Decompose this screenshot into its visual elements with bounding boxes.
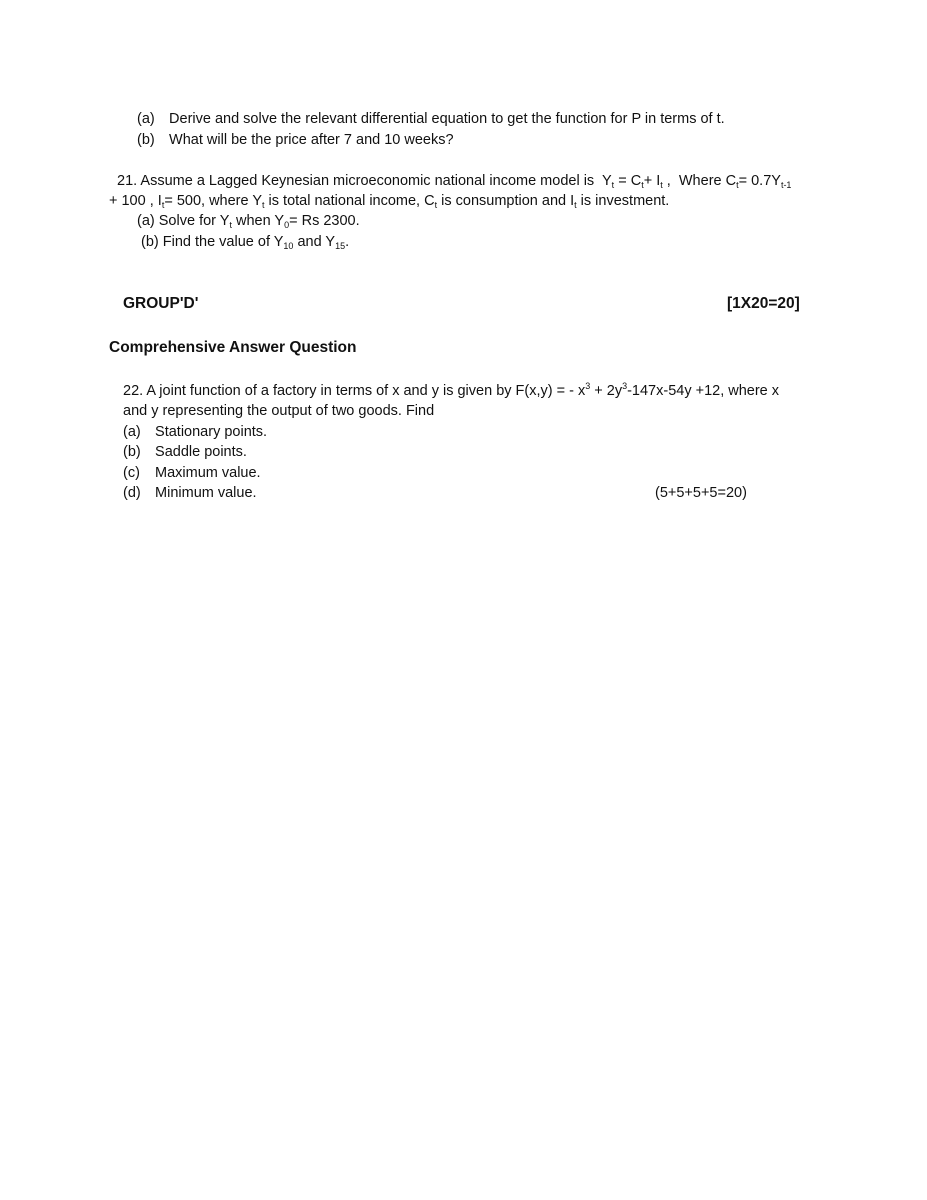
superscript: 3 — [585, 381, 591, 391]
q21-intro: Assume a Lagged Keynesian microeconomic national income model is — [140, 173, 595, 189]
q21-part-a — [137, 211, 360, 231]
text: A joint function of a factory in terms of x and y is given by F(x,y) = - x — [146, 383, 586, 399]
question-number: 21. — [117, 173, 138, 189]
text: = Rs 2300. — [289, 213, 360, 229]
sub: t — [574, 200, 577, 210]
equation-yt — [602, 173, 671, 189]
q22-part-c — [123, 463, 261, 483]
part-label: (a) — [137, 111, 155, 127]
sub: t — [611, 180, 615, 190]
part-label: (b) — [137, 132, 155, 148]
part-text: Derive and solve the relevant differential equation to get the function for P in terms of t. — [169, 111, 725, 127]
var: I — [656, 173, 661, 189]
part-label: (c) — [123, 465, 140, 481]
sub: t-1 — [780, 180, 792, 190]
text: Find the value of Y — [162, 234, 284, 250]
sub: 10 — [283, 241, 294, 251]
part-label: (a) — [123, 424, 141, 440]
text: + 2y — [590, 383, 623, 399]
part-label: (a) — [137, 213, 155, 229]
part-text: What will be the price after 7 and 10 weeks? — [169, 132, 454, 148]
q21-line-1 — [117, 171, 791, 191]
sub: t — [660, 180, 663, 190]
part-text: Maximum value. — [155, 465, 261, 481]
q22-line-1 — [123, 381, 779, 401]
part-text: Saddle points. — [155, 444, 247, 460]
question-number: 22. — [123, 383, 144, 399]
sub: 0 — [284, 220, 290, 230]
group-title: GROUP'D' — [123, 295, 199, 312]
text: and Y — [293, 234, 336, 250]
var: C — [630, 173, 642, 189]
q21-line-2 — [109, 191, 669, 211]
text: -147x-54y +12, where x — [627, 383, 780, 399]
part-label: (d) — [123, 485, 141, 501]
part-text: Minimum value. — [155, 485, 257, 501]
sub: t — [161, 200, 165, 210]
text: is consumption and I — [437, 193, 575, 209]
text: Where C — [678, 173, 737, 189]
q20-part-a — [137, 109, 725, 129]
text: + 100 , I — [109, 193, 162, 209]
var: Y — [601, 173, 612, 189]
q21-part-b — [141, 232, 349, 252]
q20-part-b — [137, 130, 454, 150]
superscript: 3 — [622, 381, 628, 391]
part-label: (b) — [123, 444, 141, 460]
sub: t — [262, 200, 265, 210]
q22-line-2: and y representing the output of two goods. Find — [123, 403, 435, 419]
sub: t — [434, 200, 438, 210]
text: = 0.7Y — [738, 173, 781, 189]
q22-part-a — [123, 422, 267, 442]
sub: t — [641, 180, 644, 190]
op: + — [643, 173, 657, 189]
text: = 500, where Y — [164, 193, 263, 209]
group-marks: [1X20=20] — [727, 295, 800, 312]
q22-part-b — [123, 442, 247, 462]
q22-part-d — [123, 483, 257, 503]
part-label: (b) — [141, 234, 159, 250]
op: , — [662, 173, 671, 189]
text: when Y — [231, 213, 285, 229]
sub: t — [736, 180, 739, 190]
sub: t — [229, 220, 232, 230]
equation-ct — [679, 173, 792, 189]
section-subtitle: Comprehensive Answer Question — [109, 339, 357, 356]
op: = — [614, 173, 631, 189]
text: . — [345, 234, 350, 250]
text: is investment. — [576, 193, 670, 209]
part-text: Stationary points. — [155, 424, 268, 440]
text: is total national income, C — [264, 193, 435, 209]
q22-marks: (5+5+5+5=20) — [655, 485, 747, 501]
sub: 15 — [335, 241, 346, 251]
text: Solve for Y — [158, 213, 230, 229]
